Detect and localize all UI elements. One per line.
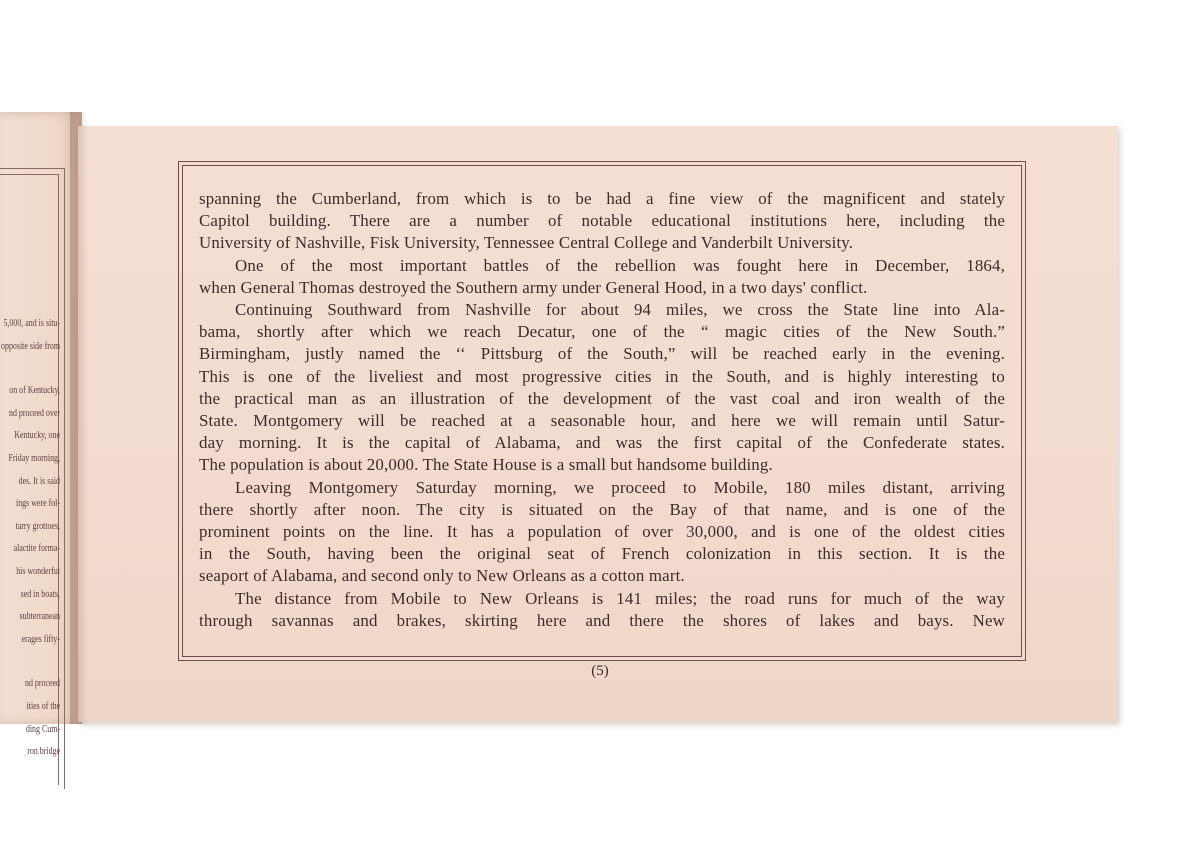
- left-page-line: sed in boats,: [20, 587, 60, 600]
- body-text-line: through savannas and brakes, skirting here and there the shores of lakes and bays. New: [199, 610, 1005, 630]
- body-text-line: This is one of the liveliest and most progressive cities in the South, and is highly interesting to: [199, 366, 1005, 386]
- body-text-line: seaport of Alabama, and second only to New Orleans as a cotton mart.: [199, 566, 685, 586]
- book-gutter: [70, 112, 88, 724]
- left-page-line: on of Kentucky,: [9, 384, 60, 397]
- body-text-line: Continuing Southward from Nashville for about 94 miles, we cross the State line into Ala-: [235, 300, 1005, 320]
- left-page-line: nd proceed: [25, 677, 60, 690]
- left-page-line: erages fifty-: [21, 632, 60, 645]
- left-page-line: tarry grottoes,: [15, 519, 60, 532]
- left-page-line: des. It is said: [18, 474, 60, 487]
- left-page-line: Friday morning,: [8, 451, 60, 464]
- body-text-line: prominent points on the line. It has a population of over 30,000, and is one of the oldest cities: [199, 522, 1005, 542]
- left-page-line: ings were fol-: [16, 497, 60, 510]
- page-body-text: [199, 188, 1005, 632]
- left-page-line: ron bridge: [27, 745, 60, 758]
- body-text-line: University of Nashville, Fisk University, Tennessee Central College and Vanderbilt University.: [199, 233, 854, 253]
- left-page-line: nd proceed over: [8, 406, 60, 419]
- body-text-line: The population is about 20,000. The State House is a small but handsome building.: [199, 455, 773, 475]
- left-page-text: [0, 312, 60, 763]
- left-page-line: subterranean: [19, 610, 60, 623]
- page-number: (5): [591, 663, 609, 679]
- body-text-line: Capitol building. There are a number of notable educational institutions here, including the: [199, 211, 1005, 231]
- left-page-line: alactite forma-: [13, 542, 60, 555]
- left-page-line: opposite side from: [1, 339, 60, 352]
- body-text-line: Leaving Montgomery Saturday morning, we proceed to Mobile, 180 miles distant, arriving: [235, 477, 1005, 497]
- body-text-line: in the South, having been the original seat of French colonization in this section. It is the: [199, 544, 1005, 564]
- left-page-line: [0, 357, 60, 379]
- body-text-line: One of the most important battles of the rebellion was fought here in December, 1864,: [235, 255, 1005, 275]
- left-page-line: ities of the: [26, 699, 60, 712]
- body-text-line: bama, shortly after which we reach Decatur, one of the “ magic cities of the New South.”: [199, 322, 1005, 342]
- body-text-line: there shortly after noon. The city is situated on the Bay of that name, and is one of the: [199, 499, 1005, 519]
- left-page-line: Kentucky, one: [14, 429, 60, 442]
- left-page-line: his wonderful: [16, 564, 60, 577]
- left-page-line: ding Cum-: [25, 722, 60, 735]
- body-text-line: the practical man as an illustration of the development of the vast coal and iron wealth of the: [199, 388, 1005, 408]
- body-text-line: day morning. It is the capital of Alabama, and was the first capital of the Confederate states.: [199, 433, 1005, 453]
- left-page-line: 5,000, and is situ-: [3, 317, 60, 329]
- body-text-line: State. Montgomery will be reached at a seasonable hour, and here we will remain until Satur-: [199, 411, 1005, 431]
- body-text-line: The distance from Mobile to New Orleans is 141 miles; the road runs for much of the way: [235, 588, 1005, 608]
- body-text-line: spanning the Cumberland, from which is to be had a fine view of the magnificent and stately: [199, 189, 1005, 208]
- body-text-line: Birmingham, justly named the ‘‘ Pittsburg of the South,” will be reached early in the evening.: [199, 344, 1005, 364]
- body-text-line: when General Thomas destroyed the Southern army under General Hood, in a two days' conflict.: [199, 277, 868, 297]
